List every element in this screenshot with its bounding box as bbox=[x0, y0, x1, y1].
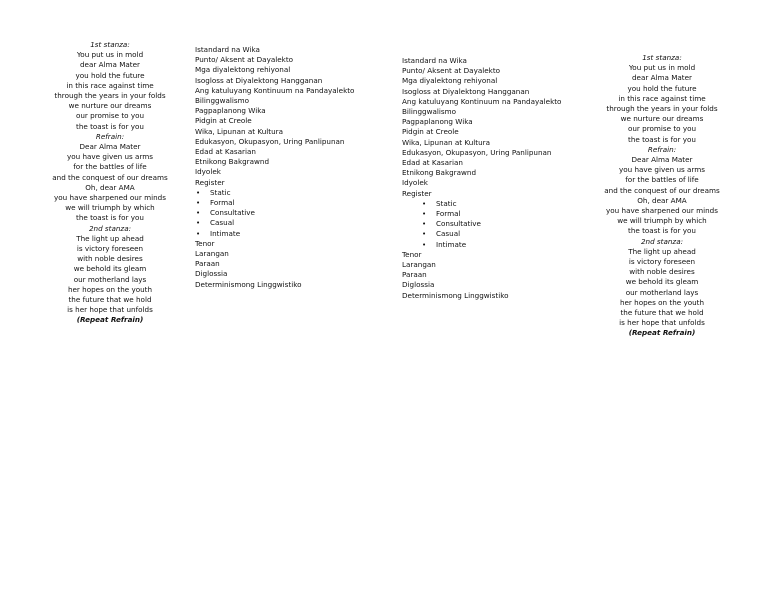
hymn-line: you have given us arms bbox=[618, 165, 706, 175]
hymn-line: we nurture our dreams bbox=[68, 101, 152, 111]
bullet-icon: • bbox=[422, 220, 427, 229]
hymn-line: You put us in mold bbox=[76, 50, 144, 60]
register-label: Casual bbox=[210, 218, 235, 228]
hymn-line: Oh, dear AMA bbox=[85, 182, 135, 192]
hymn-heading: Refrain: bbox=[95, 131, 125, 141]
register-list bbox=[195, 188, 395, 239]
register-item bbox=[402, 219, 602, 229]
bullet-icon: • bbox=[196, 219, 201, 228]
hymn-column-left bbox=[40, 40, 180, 326]
hymn-line: You put us in mold bbox=[628, 63, 696, 73]
hymn-line: The light up ahead bbox=[76, 233, 144, 243]
register-item bbox=[402, 229, 602, 239]
hymn-line: in this race against time bbox=[618, 93, 706, 103]
topic-item: Determinismong Linggwistiko bbox=[195, 279, 302, 289]
hymn-line: is her hope that unfolds bbox=[67, 305, 153, 315]
topic-item: Idyolek bbox=[402, 178, 428, 188]
topic-item: Edad at Kasarian bbox=[402, 158, 463, 168]
hymn-line: we will triumph by which bbox=[617, 216, 707, 226]
topic-item: Determinismong Linggwistiko bbox=[402, 290, 509, 300]
bullet-icon: • bbox=[196, 229, 201, 238]
topic-item: Istandard na Wika bbox=[402, 56, 467, 65]
bullet-icon: • bbox=[196, 209, 201, 218]
register-list bbox=[402, 199, 602, 250]
topic-item: Ang katuluyang Kontinuum na Pandayalekto bbox=[195, 85, 355, 95]
hymn-heading: 2nd stanza: bbox=[88, 223, 132, 233]
hymn-line: is victory foreseen bbox=[76, 244, 144, 254]
topic-item: Etnikong Bakgrawnd bbox=[195, 157, 270, 167]
bullet-icon: • bbox=[422, 230, 427, 239]
register-label: Formal bbox=[210, 198, 235, 208]
hymn-line: Dear Alma Mater bbox=[631, 155, 693, 165]
hymn-heading: 1st stanza: bbox=[90, 40, 130, 49]
topic-item: Paraan bbox=[195, 259, 220, 269]
register-label: Intimate bbox=[210, 228, 241, 238]
topic-item: Mga diyalektong rehiyonal bbox=[195, 65, 291, 75]
hymn-line: we will triumph by which bbox=[65, 203, 155, 213]
topics-column-b bbox=[402, 56, 602, 301]
hymn-line: you have sharpened our minds bbox=[54, 193, 166, 203]
topic-item: Isogloss at Diyalektong Hangganan bbox=[402, 86, 530, 96]
topic-item: Isogloss at Diyalektong Hangganan bbox=[195, 75, 323, 85]
bullet-icon: • bbox=[422, 210, 427, 219]
hymn-line: through the years in your folds bbox=[606, 104, 718, 114]
bullet-icon: • bbox=[422, 199, 427, 208]
topic-item: Idyolek bbox=[195, 167, 221, 177]
hymn-line: our motherland lays bbox=[73, 274, 147, 284]
hymn-line: Oh, dear AMA bbox=[637, 195, 687, 205]
topic-item: Mga diyalektong rehiyonal bbox=[402, 76, 498, 86]
topic-item: Edukasyon, Okupasyon, Uring Panlipunan bbox=[402, 147, 552, 157]
topic-item: Register bbox=[402, 188, 432, 198]
register-item bbox=[402, 209, 602, 219]
hymn-line: dear Alma Mater bbox=[631, 73, 693, 83]
hymn-line: we behold its gleam bbox=[73, 264, 147, 274]
hymn-line: the future that we hold bbox=[68, 295, 152, 305]
topics-column-a bbox=[195, 45, 395, 290]
hymn-heading: (Repeat Refrain) bbox=[76, 315, 144, 325]
bullet-icon: • bbox=[422, 240, 427, 249]
hymn-column-right bbox=[592, 53, 732, 339]
hymn-line: the toast is for you bbox=[76, 121, 144, 131]
topic-item: Pagpaplanong Wika bbox=[195, 106, 266, 116]
hymn-line: dear Alma Mater bbox=[79, 60, 141, 70]
register-item bbox=[195, 198, 395, 208]
hymn-line: our promise to you bbox=[627, 124, 697, 134]
hymn-line: we behold its gleam bbox=[625, 277, 699, 287]
hymn-line: you hold the future bbox=[627, 83, 697, 93]
hymn-line: you have sharpened our minds bbox=[606, 206, 718, 216]
register-item bbox=[195, 208, 395, 218]
register-item bbox=[195, 188, 395, 198]
topic-item: Bilinggwalismo bbox=[402, 107, 457, 117]
hymn-line: we nurture our dreams bbox=[620, 114, 704, 124]
register-label: Intimate bbox=[436, 239, 467, 249]
bullet-icon: • bbox=[196, 199, 201, 208]
register-label: Formal bbox=[436, 209, 461, 219]
hymn-line: the toast is for you bbox=[76, 213, 144, 223]
bullet-icon: • bbox=[196, 188, 201, 197]
hymn-line: is her hope that unfolds bbox=[619, 318, 705, 328]
register-label: Casual bbox=[436, 229, 461, 239]
topic-item: Istandard na Wika bbox=[195, 45, 260, 54]
topic-item: Punto/ Aksent at Dayalekto bbox=[402, 66, 501, 76]
topic-item: Punto/ Aksent at Dayalekto bbox=[195, 55, 294, 65]
topic-item: Edukasyon, Okupasyon, Uring Panlipunan bbox=[195, 136, 345, 146]
register-label: Consultative bbox=[436, 219, 481, 229]
hymn-line: for the battles of life bbox=[625, 175, 699, 185]
hymn-line: through the years in your folds bbox=[54, 91, 166, 101]
hymn-line: you have given us arms bbox=[66, 152, 154, 162]
topic-item: Tenor bbox=[195, 238, 215, 248]
topic-item: Pidgin at Creole bbox=[195, 116, 252, 126]
hymn-line: The light up ahead bbox=[628, 246, 696, 256]
topic-item: Paraan bbox=[402, 270, 427, 280]
hymn-line: you hold the future bbox=[75, 70, 145, 80]
hymn-heading: 2nd stanza: bbox=[640, 236, 684, 246]
register-label: Consultative bbox=[210, 208, 255, 218]
register-item bbox=[402, 240, 602, 250]
hymn-line: with noble desires bbox=[77, 254, 143, 264]
hymn-line: in this race against time bbox=[66, 80, 154, 90]
register-label: Static bbox=[210, 187, 231, 197]
topic-item: Wika, Lipunan at Kultura bbox=[195, 126, 284, 136]
hymn-line: our motherland lays bbox=[625, 287, 699, 297]
hymn-line: her hopes on the youth bbox=[619, 297, 705, 307]
topic-item: Diglossia bbox=[195, 269, 228, 279]
hymn-line: the future that we hold bbox=[620, 308, 704, 318]
hymn-heading: 1st stanza: bbox=[642, 53, 682, 62]
hymn-line: and the conquest of our dreams bbox=[52, 172, 168, 182]
hymn-heading: (Repeat Refrain) bbox=[628, 328, 696, 338]
register-item bbox=[402, 199, 602, 209]
topic-item: Diglossia bbox=[402, 280, 435, 290]
hymn-heading: Refrain: bbox=[647, 144, 677, 154]
topic-item: Larangan bbox=[195, 249, 229, 259]
hymn-line: is victory foreseen bbox=[628, 257, 696, 267]
topic-item: Wika, Lipunan at Kultura bbox=[402, 137, 491, 147]
topic-item: Larangan bbox=[402, 260, 436, 270]
topic-item: Pidgin at Creole bbox=[402, 127, 459, 137]
hymn-line: and the conquest of our dreams bbox=[604, 185, 720, 195]
topic-item: Etnikong Bakgrawnd bbox=[402, 168, 477, 178]
topic-item: Pagpaplanong Wika bbox=[402, 117, 473, 127]
register-item bbox=[195, 229, 395, 239]
topic-item: Bilinggwalismo bbox=[195, 96, 250, 106]
topic-item: Ang katuluyang Kontinuum na Pandayalekto bbox=[402, 96, 562, 106]
topic-item: Tenor bbox=[402, 249, 422, 259]
hymn-line: her hopes on the youth bbox=[67, 284, 153, 294]
hymn-line: Dear Alma Mater bbox=[79, 142, 141, 152]
register-label: Static bbox=[436, 198, 457, 208]
hymn-line: our promise to you bbox=[75, 111, 145, 121]
hymn-line: for the battles of life bbox=[73, 162, 147, 172]
hymn-line: the toast is for you bbox=[628, 226, 696, 236]
topic-item: Register bbox=[195, 177, 225, 187]
hymn-line: with noble desires bbox=[629, 267, 695, 277]
topic-item: Edad at Kasarian bbox=[195, 147, 256, 157]
register-item bbox=[195, 218, 395, 228]
hymn-line: the toast is for you bbox=[628, 134, 696, 144]
